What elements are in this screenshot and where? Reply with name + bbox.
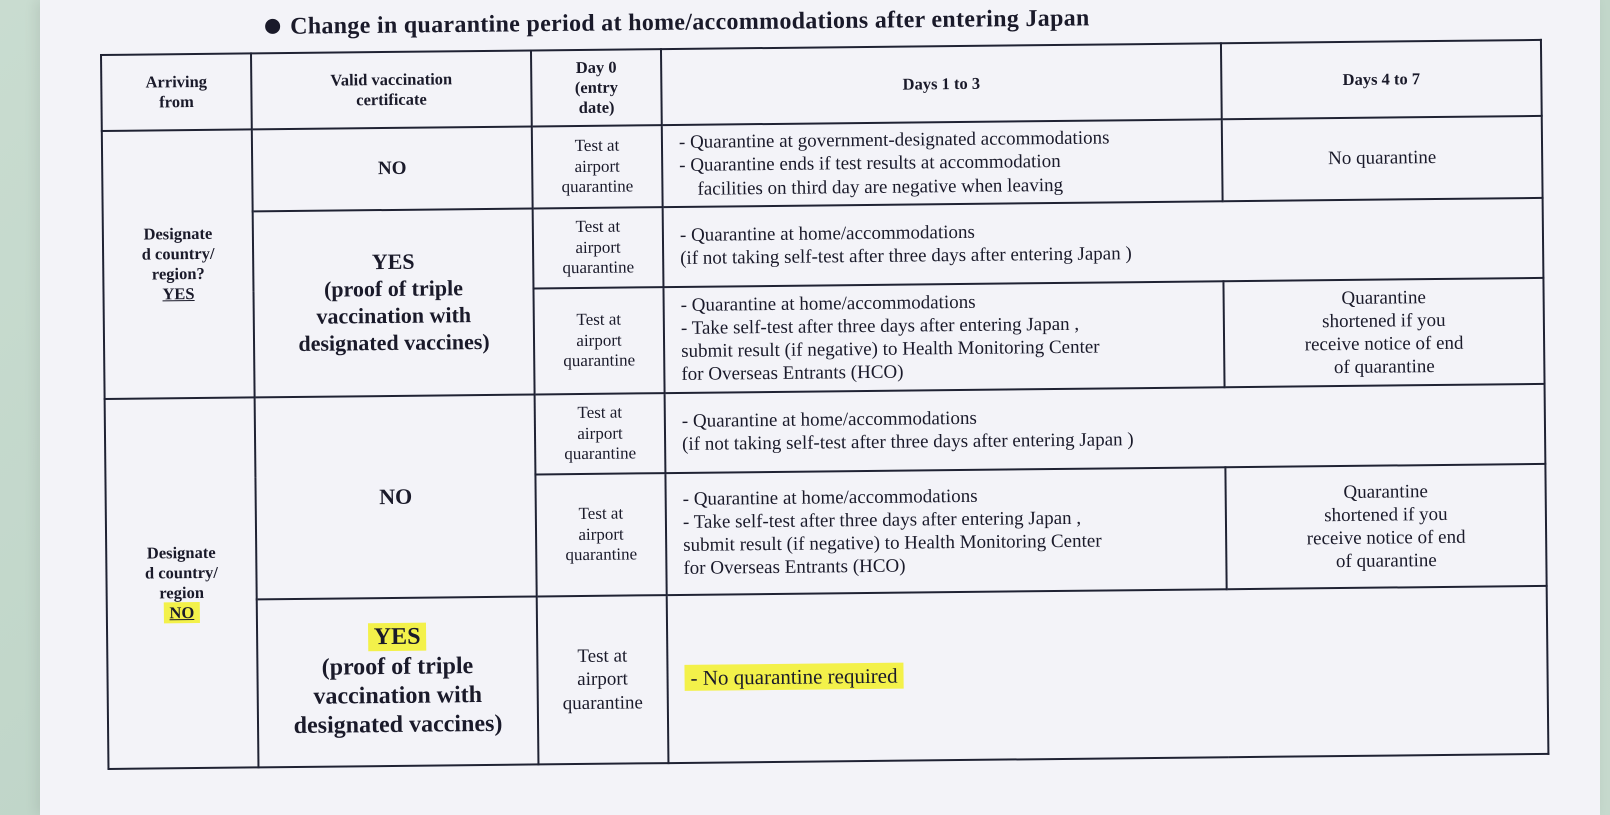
self-test-cell: - Quarantine at home/accommodations - Take self-test after three days after entering Japan , submit result (if negative) to Health Monitoring Center for Overseas Entrants (HCO): [663, 281, 1224, 393]
quarantine-shortened-cell: Quarantine shortened if you receive notice of end of quarantine: [1223, 278, 1544, 387]
bullet-icon: [265, 19, 280, 34]
home-quarantine-cell: - Quarantine at home/accommodations (if not taking self-test after three days after entering Japan ): [663, 198, 1544, 287]
vacc-yes-highlight: YES: [368, 623, 427, 652]
document-title: [265, 5, 1090, 41]
no-quarantine-required-text: - No quarantine required: [684, 663, 903, 691]
quarantine-table-wrapper: [100, 39, 1549, 770]
title-text: Change in quarantine period at home/accommodations after entering Japan: [289, 5, 1090, 40]
header-vaccination-certificate: Valid vaccination certificate: [251, 50, 532, 129]
day0-cell: Test at airport quarantine: [533, 287, 664, 394]
header-day0: Day 0 (entry date): [531, 49, 662, 126]
header-arriving-from: Arriving from: [101, 53, 252, 131]
vacc-no-cell: NO: [252, 126, 533, 211]
table-row: [102, 116, 1543, 213]
day0-cell: Test at airport quarantine: [533, 207, 664, 288]
table-row: [103, 198, 1544, 293]
group-designated-no: Designate d country/ region NO: [105, 397, 259, 769]
vacc-yes-cell: YES (proof of triple vaccination with designated vaccines): [253, 208, 535, 397]
quarantine-table: [100, 39, 1549, 770]
gov-accommodation-cell: - Quarantine at government-designated accommodations - Quarantine ends if test results at accommodation facilities on third day are negative when leaving: [662, 119, 1223, 207]
no-quarantine-cell: No quarantine: [1222, 116, 1543, 201]
day0-cell: Test at airport quarantine: [537, 595, 669, 764]
header-days-4-7: Days 4 to 7: [1221, 40, 1542, 119]
day0-cell: Test at airport quarantine: [535, 393, 666, 474]
day0-cell: Test at airport quarantine: [535, 473, 666, 596]
home-quarantine-cell: - Quarantine at home/accommodations (if not taking self-test after three days after entering Japan ): [665, 384, 1546, 473]
no-quarantine-required-cell: [667, 586, 1549, 763]
table-row: [107, 586, 1549, 769]
table-row: [105, 384, 1546, 479]
self-test-cell: - Quarantine at home/accommodations - Take self-test after three days after entering Japan , submit result (if negative) to Health Monitoring Center for Overseas Entrants (HCO): [665, 467, 1226, 595]
vacc-no-cell: NO: [255, 394, 537, 599]
day0-cell: Test at airport quarantine: [532, 125, 663, 208]
quarantine-shortened-cell: Quarantine shortened if you receive notice of end of quarantine: [1225, 464, 1546, 589]
designated-yes-answer: YES: [162, 284, 195, 304]
header-days-1-3: Days 1 to 3: [661, 43, 1222, 125]
group-designated-yes: Designate d country/ region? YES: [102, 129, 255, 399]
designated-no-answer: NO: [163, 602, 200, 623]
vacc-yes-cell: YES (proof of triple vaccination with designated vaccines): [257, 596, 539, 767]
